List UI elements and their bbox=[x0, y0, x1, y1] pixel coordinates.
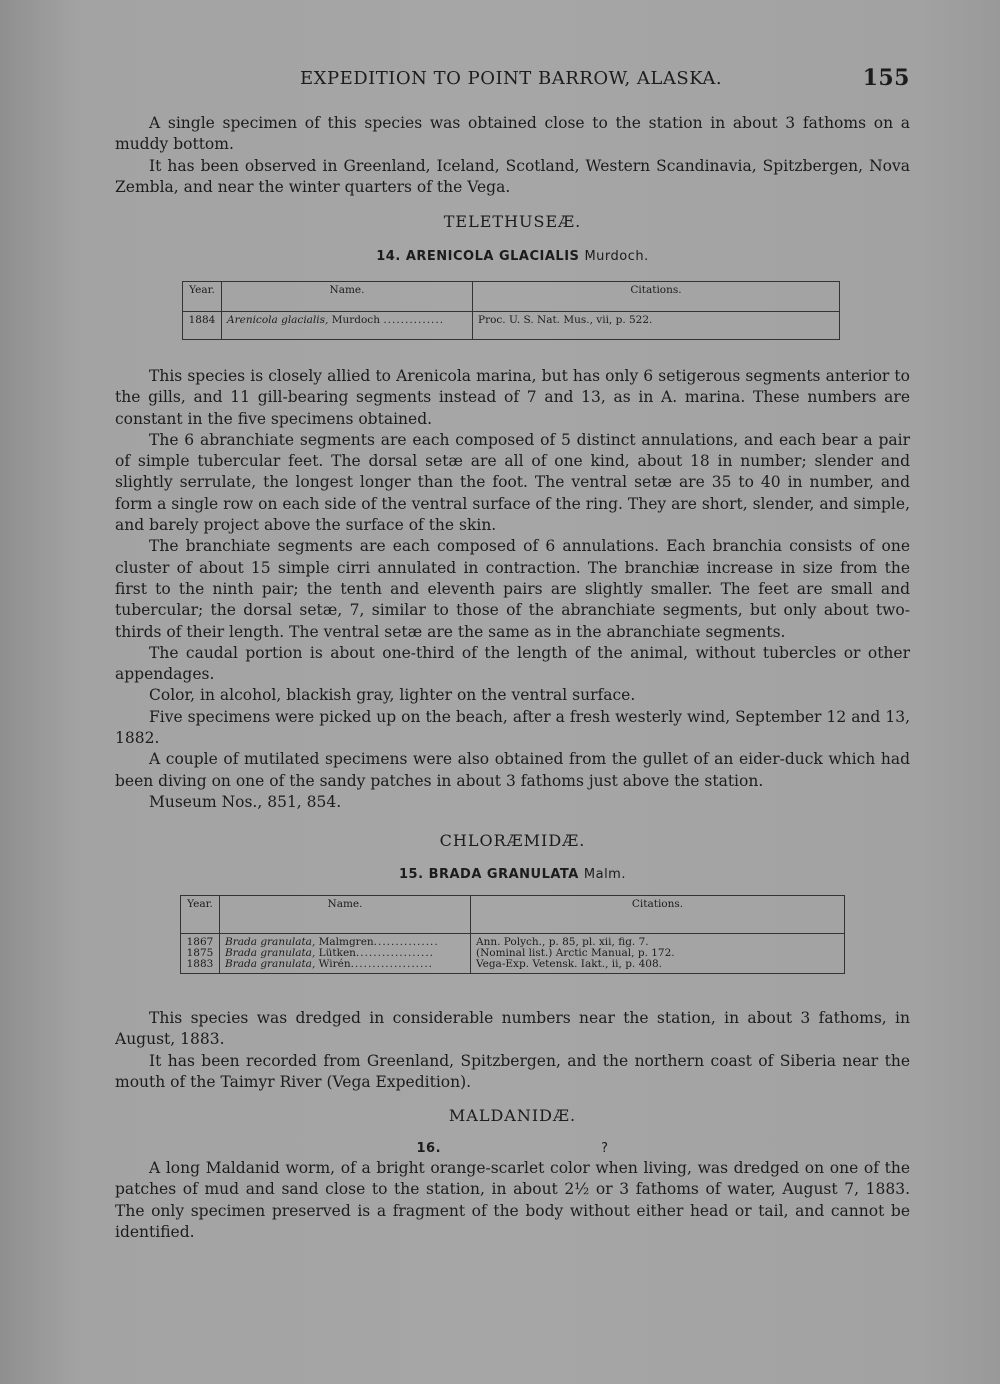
header-name: Name. bbox=[222, 282, 473, 312]
paragraph: The branchiate segments are each composed of 6 annulations. Each branchia consists of one cluster of about 15 simple cirri annulated in contraction. The branchiæ increase in size from the first to the ninth pair; the tenth and eleventh pairs are slightly smaller. The feet are small and tubercular; the dorsal setæ, 7, similar to those of the abranchiate segments, but only about two-thirds of their length. The ventral setæ are the same as in the abranchiate segments. bbox=[115, 537, 910, 641]
paragraph: Color, in alcohol, blackish gray, lighter on the ventral surface. bbox=[149, 686, 636, 705]
running-title: EXPEDITION TO POINT BARROW, ALASKA. bbox=[300, 68, 723, 89]
citation-table-15 bbox=[180, 895, 845, 974]
species-name: ARENICOLA GLACIALIS bbox=[405, 249, 580, 264]
family-heading-maldanidae: MALDANIDÆ. bbox=[448, 1106, 577, 1125]
section1-text bbox=[115, 366, 910, 813]
intro-text bbox=[115, 113, 910, 198]
paragraph: A couple of mutilated specimens were also obtained from the gullet of an eider-duck which had been diving on one of the sandy patches in about 3 fathoms just above the station. bbox=[115, 750, 910, 790]
paragraph: This species was dredged in considerable numbers near the station, in about 3 fathoms, in August, 1883. bbox=[115, 1009, 910, 1049]
page-number: 155 bbox=[862, 65, 910, 91]
year-cell: 1867 1875 1883 bbox=[181, 934, 220, 974]
header-citations: Citations. bbox=[471, 896, 845, 934]
header-citations: Citations. bbox=[473, 282, 840, 312]
name-cell: Arenicola glacialis, Murdoch .............. bbox=[222, 312, 473, 340]
header-year: Year. bbox=[181, 896, 220, 934]
species-name: BRADA GRANULATA bbox=[428, 867, 579, 882]
paragraph: It has been observed in Greenland, Iceland, Scotland, Western Scandinavia, Spitzbergen, Nova Zembla, and near the winter quarters of the Vega. bbox=[115, 156, 910, 196]
citation-cell: Proc. U. S. Nat. Mus., vii, p. 522. bbox=[473, 312, 840, 340]
species-author: Murdoch. bbox=[584, 249, 649, 264]
family-heading-chloraemidae: CHLORÆMIDÆ. bbox=[439, 831, 586, 850]
species-heading-16 bbox=[115, 1141, 910, 1156]
species-author: Malm. bbox=[583, 867, 626, 882]
section3-text bbox=[115, 1158, 910, 1243]
paragraph: Museum Nos., 851, 854. bbox=[149, 792, 342, 811]
paragraph: This species is closely allied to Arenicola marina, but has only 6 setigerous segments anterior to the gills, and 11 gill-bearing segments instead of 7 and 13, as in A. marina. These numbers are constant in the five specimens obtained. bbox=[115, 367, 910, 428]
species-number: 16. bbox=[416, 1141, 442, 1156]
year-cell: 1884 bbox=[183, 312, 222, 340]
header-year: Year. bbox=[183, 282, 222, 312]
paragraph: The caudal portion is about one-third of the length of the animal, without tubercles or other appendages. bbox=[115, 643, 910, 684]
species-number: 14. bbox=[376, 249, 401, 264]
family-heading-telethuseae: TELETHUSEÆ. bbox=[443, 212, 582, 231]
header-name: Name. bbox=[220, 896, 471, 934]
species-heading-15 bbox=[115, 867, 910, 882]
citation-table-14 bbox=[182, 281, 840, 340]
species-name: ? bbox=[601, 1141, 609, 1156]
paragraph: A single specimen of this species was obtained close to the station in about 3 fathoms on a muddy bottom. bbox=[115, 114, 910, 154]
paragraph: A long Maldanid worm, of a bright orange-scarlet color when living, was dredged on one of the patches of mud and sand close to the station, in about 2½ or 3 fathoms of water, August 7, 1883. The only specimen preserved is a fragment of the body without either head or tail, and cannot be identified. bbox=[115, 1159, 910, 1241]
table-row-group bbox=[181, 934, 845, 974]
citation-cell: Ann. Polych., p. 85, pl. xii, fig. 7. (Nominal list.) Arctic Manual, p. 172. Vega-Exp. Vetensk. Iakt., ii, p. 408. bbox=[471, 934, 845, 974]
paragraph: Five specimens were picked up on the beach, after a fresh westerly wind, September 12 and 13, 1882. bbox=[115, 707, 910, 748]
paragraph: It has been recorded from Greenland, Spitzbergen, and the northern coast of Siberia near the mouth of the Taimyr River (Vega Expedition). bbox=[115, 1051, 910, 1091]
paragraph: The 6 abranchiate segments are each composed of 5 distinct annulations, and each bear a pair of simple tubercular feet. The dorsal setæ are all of one kind, about 18 in number; slender and slightly serrulate, the longest longer than the foot. The ventral setæ are 35 to 40 in number, and form a single row on each side of the ventral surface of the ring. They are short, slender, and simple, and barely project above the surface of the skin. bbox=[115, 430, 910, 535]
species-number: 15. bbox=[399, 867, 424, 882]
table-row bbox=[183, 312, 840, 340]
name-cell: Brada granulata, Malmgren............... Brada granulata, Lütken.................. Brada granulata, Wirén................... bbox=[220, 934, 471, 974]
section2-text bbox=[115, 1008, 910, 1093]
species-heading-14 bbox=[115, 249, 910, 264]
